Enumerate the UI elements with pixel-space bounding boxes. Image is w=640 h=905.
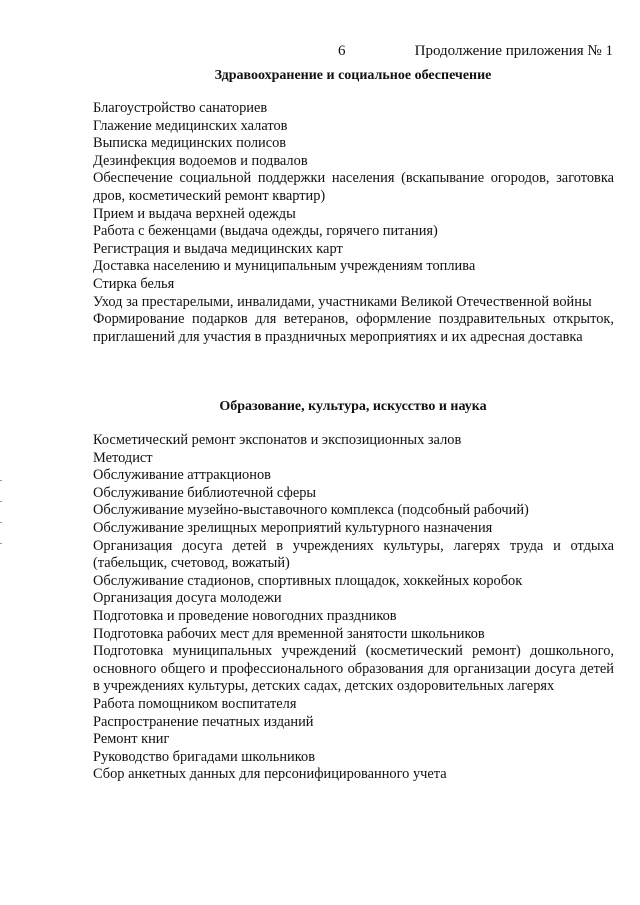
scan-mark (0, 522, 2, 523)
section-title-education: Образование, культура, искусство и наука (219, 399, 487, 414)
list-item: Прием и выдача верхней одежды (93, 205, 296, 222)
list-item: Уход за престарелыми, инвалидами, участниками Великой Отечественной войны (93, 293, 592, 310)
education-list (93, 432, 614, 784)
list-item: Доставка населению и муниципальным учреждениям топлива (93, 258, 476, 275)
scan-mark (0, 501, 2, 502)
list-item: Распространение печатных изданий (93, 713, 314, 730)
page-number: 6 (338, 43, 346, 59)
list-item: Обслуживание зрелищных мероприятий культурного назначения (93, 519, 493, 536)
list-item: Выписка медицинских полисов (93, 135, 287, 152)
list-item: Работа с беженцами (выдача одежды, горячего питания) (93, 223, 438, 240)
continuation-note: Продолжение приложения № 1 (414, 43, 613, 59)
list-item: Организация досуга молодежи (93, 590, 282, 607)
list-item: Обслуживание стадионов, спортивных площадок, хоккейных коробок (93, 572, 523, 589)
list-item: Обслуживание музейно-выставочного комплекса (подсобный рабочий) (93, 502, 529, 519)
scan-mark (0, 480, 2, 481)
list-item: Ремонт книг (93, 731, 170, 748)
list-item: Косметический ремонт экспонатов и экспозиционных залов (93, 432, 462, 448)
section-title-healthcare: Здравоохранение и социальное обеспечение (214, 68, 492, 83)
list-item: Подготовка и проведение новогодних праздников (93, 607, 397, 624)
list-item: Подготовка муниципальных учреждений (косметический ремонт) дошкольного, основного общего и профессионального образования для организации досуга детей в учреждениях культуры, детских садах, детских оздоровительных лагерях (93, 643, 614, 695)
list-item: Дезинфекция водоемов и подвалов (93, 152, 308, 169)
list-item: Благоустройство санаториев (93, 100, 268, 116)
list-item: Обеспечение социальной поддержки населения (вскапывание огородов, заготовка дров, косметический ремонт квартир) (93, 170, 614, 204)
list-item: Обслуживание библиотечной сферы (93, 484, 317, 501)
list-item: Стирка белья (93, 275, 175, 292)
list-item: Подготовка рабочих мест для временной занятости школьников (93, 625, 485, 642)
scan-margin-marks (0, 480, 3, 580)
list-item: Организация досуга детей в учреждениях культуры, лагерях труда и отдыха (табельщик, счетовод, вожатый) (93, 537, 614, 572)
list-item: Обслуживание аттракционов (93, 467, 271, 484)
list-item: Формирование подарков для ветеранов, оформление поздравительных открыток, приглашений для участия в праздничных мероприятиях и их адресная доставка (93, 311, 614, 345)
list-item: Глажение медицинских халатов (93, 117, 288, 134)
healthcare-list (93, 100, 614, 346)
list-item: Руководство бригадами школьников (93, 748, 315, 765)
list-item: Работа помощником воспитателя (93, 695, 297, 712)
list-item: Сбор анкетных данных для персонифицированного учета (93, 766, 447, 783)
scan-mark (0, 543, 2, 544)
list-item: Методист (93, 449, 153, 466)
list-item: Регистрация и выдача медицинских карт (93, 240, 343, 257)
